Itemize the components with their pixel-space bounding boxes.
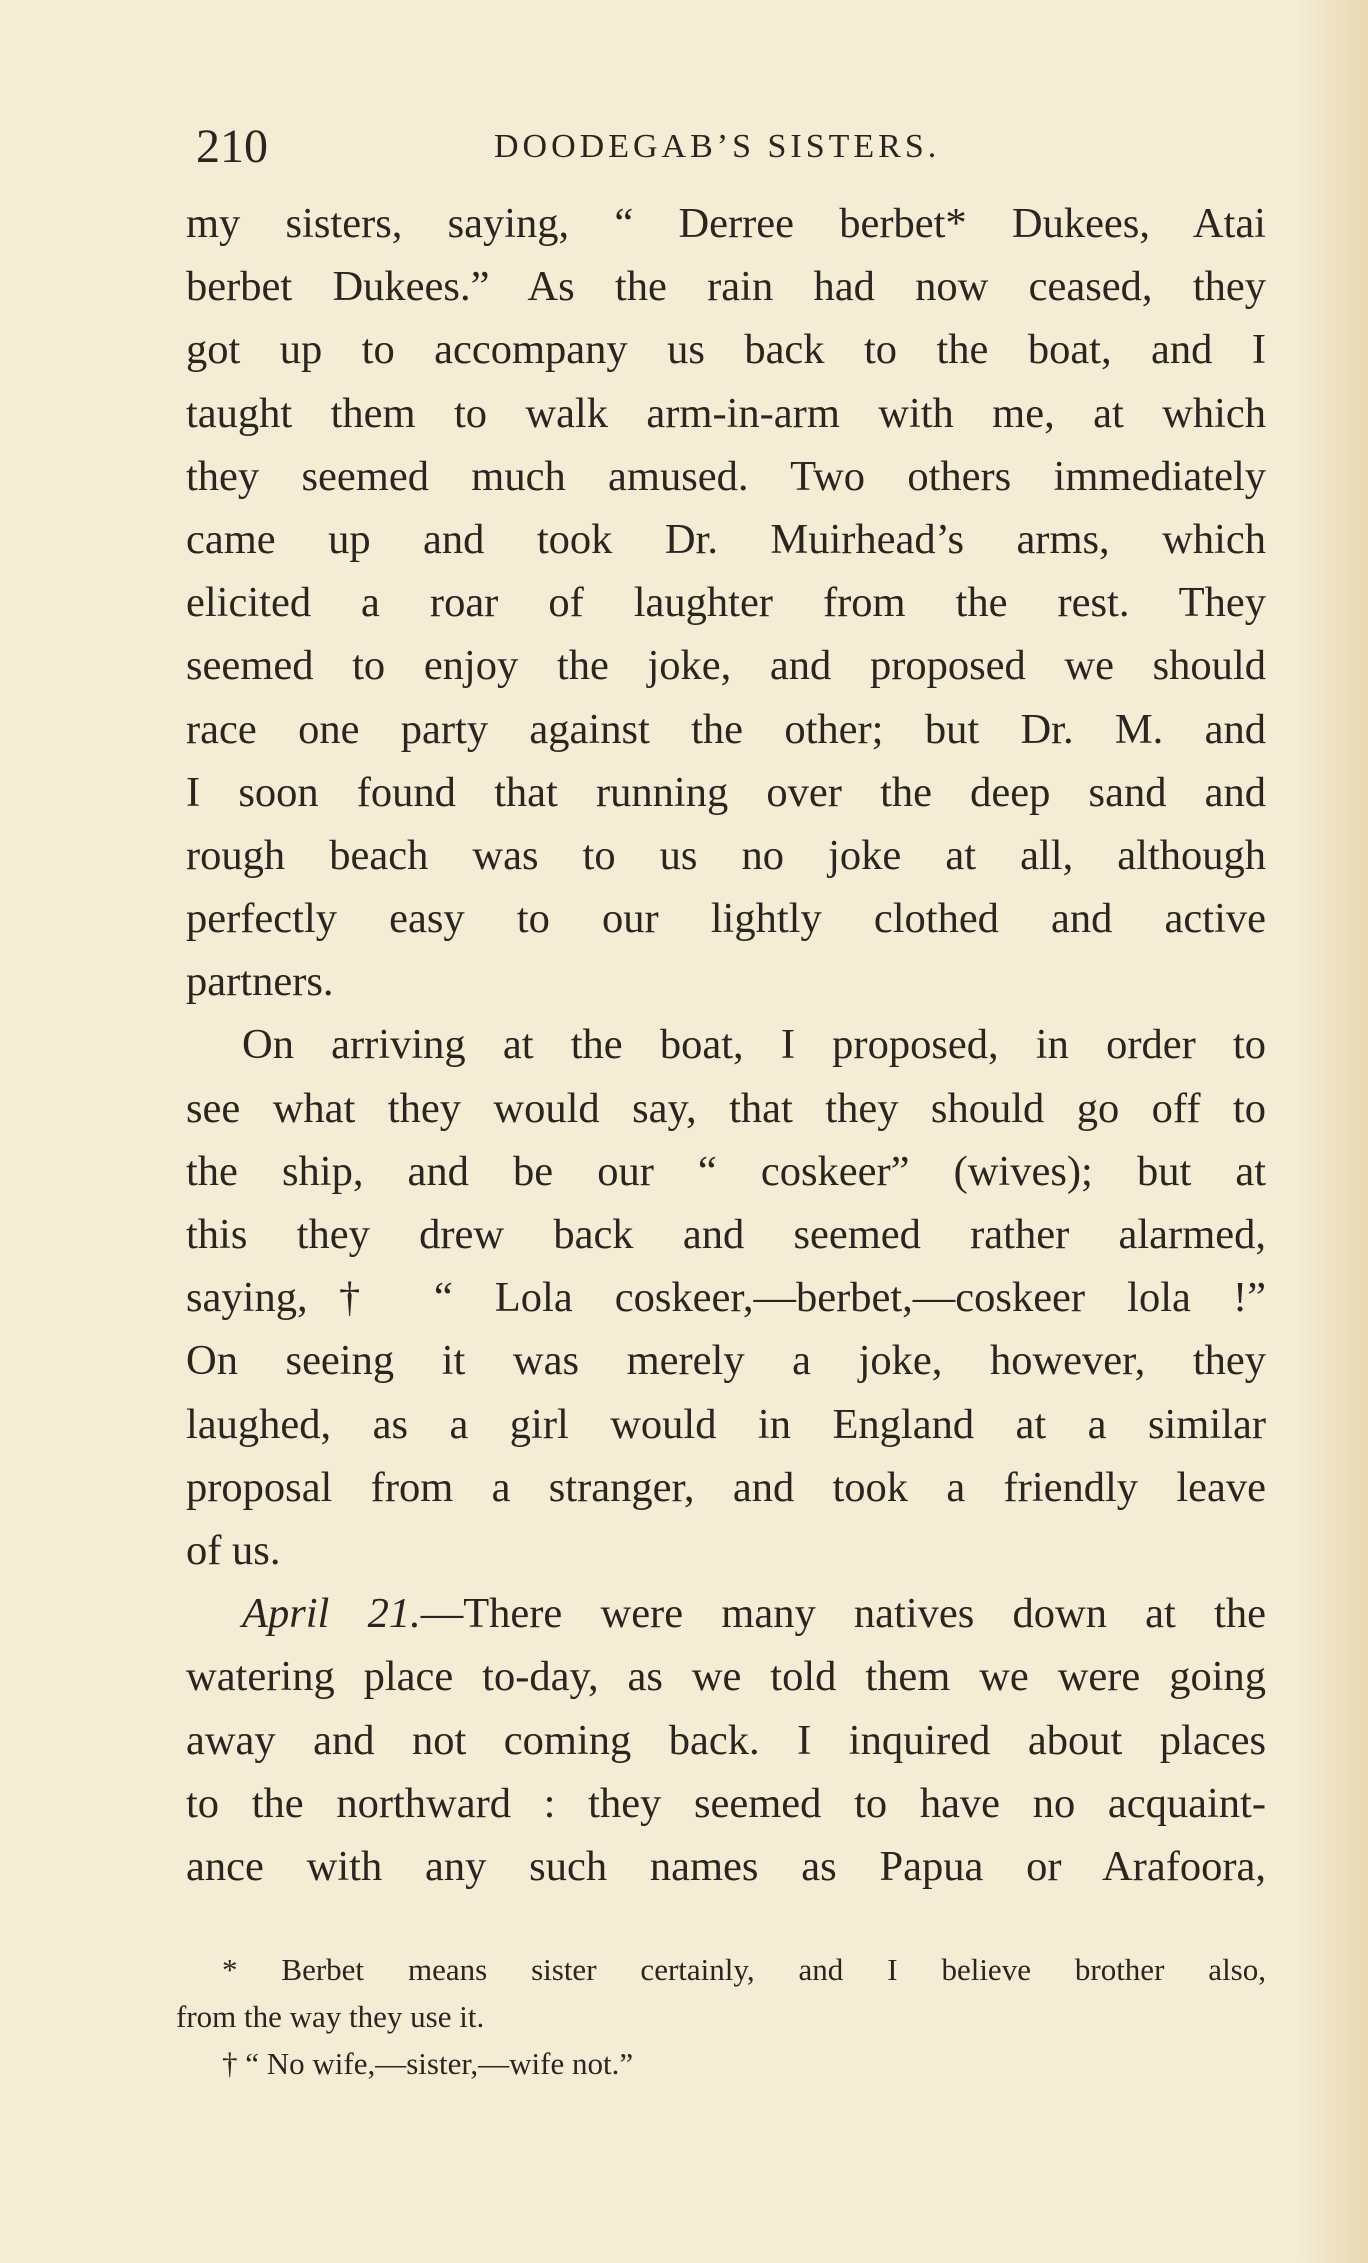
text-line: saying,† “ Lola coskeer,—berbet,—coskeer lola !” [186,1274,1266,1322]
text-line: see what they would say, that they should go off to [186,1084,1266,1132]
text-line: I soon found that running over the deep sand and [186,768,1266,816]
page-number: 210 [196,120,268,173]
text-line: came up and took Dr. Muirhead’s arms, which [186,515,1266,563]
text-line: partners. [186,958,334,1006]
text-line-rest: —There were many natives down at the [420,1590,1266,1638]
text-line: taught them to walk arm-in-arm with me, at which [186,389,1266,437]
text-line: my sisters, saying, “ Derree berbet* Dukees, Atai [186,200,1266,247]
running-head [196,112,1256,182]
text-line: they seemed much amused. Two others immediately [186,452,1266,500]
footnote-line: from the way they use it. [176,1999,485,2034]
text-line: perfectly easy to our lightly clothed and active [186,895,1266,943]
text-line: rough beach was to us no joke at all, although [186,831,1266,879]
text-line: On seeing it was merely a joke, however, they [186,1337,1266,1385]
text-line: of us. [186,1526,281,1574]
text-line: got up to accompany us back to the boat, and I [186,326,1266,374]
footnotes [176,1946,1266,2087]
body-text [186,192,1266,1898]
text-line-dated [186,1582,1266,1645]
text-line: race one party against the other; but Dr. M. and [186,705,1266,753]
text-line: ance with any such names as Papua or Arafoora, [186,1842,1266,1890]
text-line: this they drew back and seemed rather alarmed, [186,1211,1266,1258]
text-line: On arriving at the boat, I proposed, in order to [242,1021,1266,1069]
text-line: elicited a roar of laughter from the rest. They [186,579,1266,627]
text-line: seemed to enjoy the joke, and proposed we should [186,642,1266,690]
date-label: April 21. [242,1590,421,1638]
chapter-header-title: DOODEGAB’S SISTERS. [494,128,941,165]
page-edge-shadow [1298,0,1368,2263]
text-line: laughed, as a girl would in England at a similar [186,1400,1266,1448]
text-line: berbet Dukees.” As the rain had now ceased, they [186,263,1266,311]
footnote-line: * Berbet means sister certainly, and I believe brother also, [222,1952,1266,1987]
text-line: watering place to-day, as we told them we were going [186,1653,1266,1701]
text-line: the ship, and be our “ coskeer” (wives); but at [186,1147,1266,1195]
text-line: away and not coming back. I inquired about places [186,1716,1266,1764]
footnote-line: † “ No wife,—sister,—wife not.” [222,2046,634,2081]
text-line: to the northward : they seemed to have no acquaint- [186,1779,1266,1827]
text-line: proposal from a stranger, and took a friendly leave [186,1463,1266,1511]
